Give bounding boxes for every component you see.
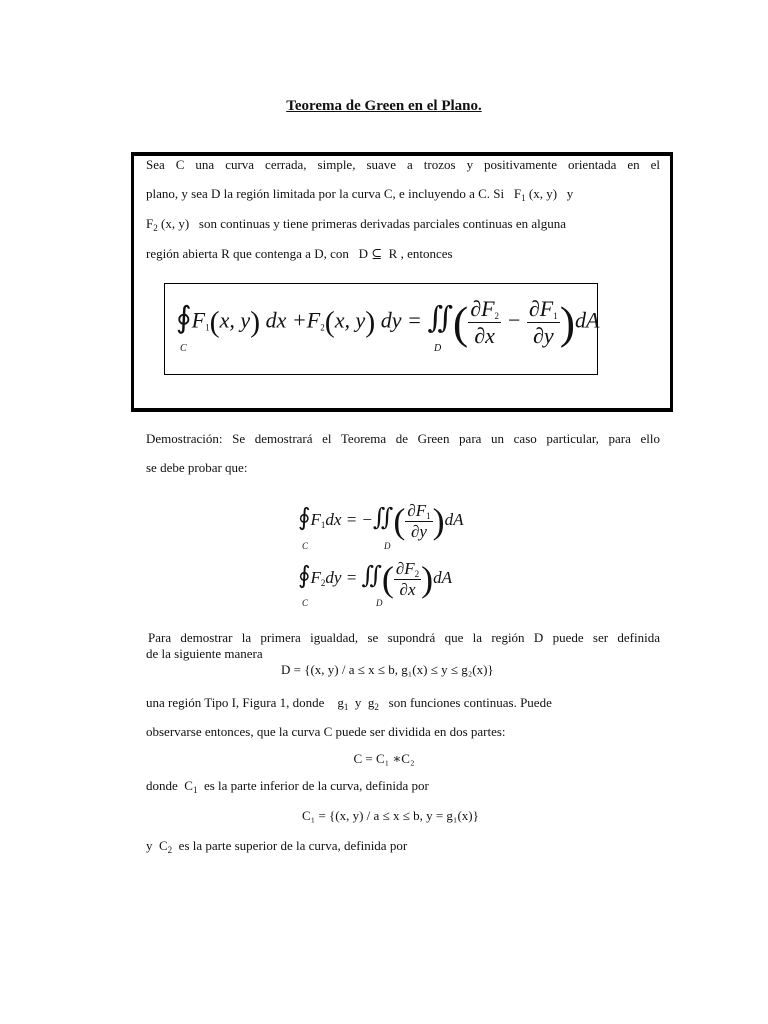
theorem-line-4-end: , entonces xyxy=(400,246,453,261)
region-label-d: D xyxy=(434,343,442,354)
c1-symbol: $C_1$ xyxy=(181,778,198,795)
theorem-line-2-text: plano, y sea D la región limitada por la curva C, e incluyendo a C. Si xyxy=(146,186,505,201)
box-border-right xyxy=(670,152,673,412)
theorem-line-4-text: región abierta R que contenga a D, con xyxy=(146,246,349,261)
f1-symbol: $F_1$ (x, y) xyxy=(507,186,564,203)
region-d-definition: D = {(x, y) / a ≤ x ≤ b, g₁(x) ≤ y ≤ g₂(x)} xyxy=(281,662,494,677)
para2-line-1: Para demostrar la primera igualdad, se supondrá que la región D puede ser definida xyxy=(148,630,660,645)
para2-line-2: de la siguiente manera xyxy=(146,646,263,661)
para4-line-1 xyxy=(146,778,429,795)
g1-g2-symbols: $g_1$ y $g_2$ xyxy=(327,695,379,712)
formula-f2-d: D xyxy=(376,598,383,608)
theorem-line-2-y: y xyxy=(566,186,574,201)
para3-line-1-end: son funciones continuas. Puede xyxy=(388,695,552,710)
contour-label-c: C xyxy=(180,343,187,354)
theorem-line-2 xyxy=(146,186,573,203)
page-title: Teorema de Green en el Plano. xyxy=(286,98,482,114)
formula-f2-c: C xyxy=(302,598,309,608)
demo-line-1: Demostración: Se demostrará el Teorema de Green para un caso particular, para ello xyxy=(146,431,660,446)
theorem-line-3 xyxy=(146,216,566,233)
para3-line-2: observarse entonces, que la curva C puede ser dividida en dos partes: xyxy=(146,724,506,739)
formula-f2dy: $∮F_2dy$ = ∬( $\frac{\partial F_2}{\partial x}$ )dA xyxy=(298,558,453,599)
theorem-line-3-text: son continuas y tiene primeras derivadas parciales continuas en alguna xyxy=(198,216,567,231)
subset-expression: D ⊆ R xyxy=(352,246,398,261)
para4-line-2-text: es la parte superior de la curva, definida por xyxy=(178,838,408,853)
theorem-line-1: Sea C una curva cerrada, simple, suave a trozos y positivamente orientada en el xyxy=(146,157,660,172)
curve-c1-definition: C₁ = {(x, y) / a ≤ x ≤ b, y = g₁(x)} xyxy=(302,808,479,823)
c2-symbol: $C_2$ xyxy=(155,838,173,855)
box-border-left xyxy=(131,152,134,412)
formula-f1-c: C xyxy=(302,541,309,551)
para4-line-1-text: es la parte inferior de la curva, definida por xyxy=(203,778,429,793)
box-border-top xyxy=(131,152,673,156)
f2-symbol: $F_2$ (x, y) xyxy=(146,216,196,233)
para3-line-1-text: una región Tipo I, Figura 1, donde xyxy=(146,695,325,710)
para3-line-1 xyxy=(146,695,552,712)
formula-f1dx: $∮F_1dx$ = −∬( $\frac{\partial F_1}{\partial y}$ )dA xyxy=(298,500,464,541)
formula-f1-d: D xyxy=(384,541,391,551)
demo-line-2: se debe probar que: xyxy=(146,460,248,475)
para4-y: y xyxy=(146,838,153,853)
theorem-line-4 xyxy=(146,246,453,262)
box-border-bottom xyxy=(131,408,673,412)
para4-line-2 xyxy=(146,838,407,855)
curve-c-definition: C = C₁ ∗C₂ xyxy=(353,751,415,766)
greens-theorem-formula: $∮F_1(x$, y) dx $+F_2(x$, y) dy = ∬( $\frac{\partial F_2}{\partial x}$ − $\frac{\partial F_1}{\partial y}$ )dA xyxy=(176,296,600,348)
para4-donde: donde xyxy=(146,778,178,793)
